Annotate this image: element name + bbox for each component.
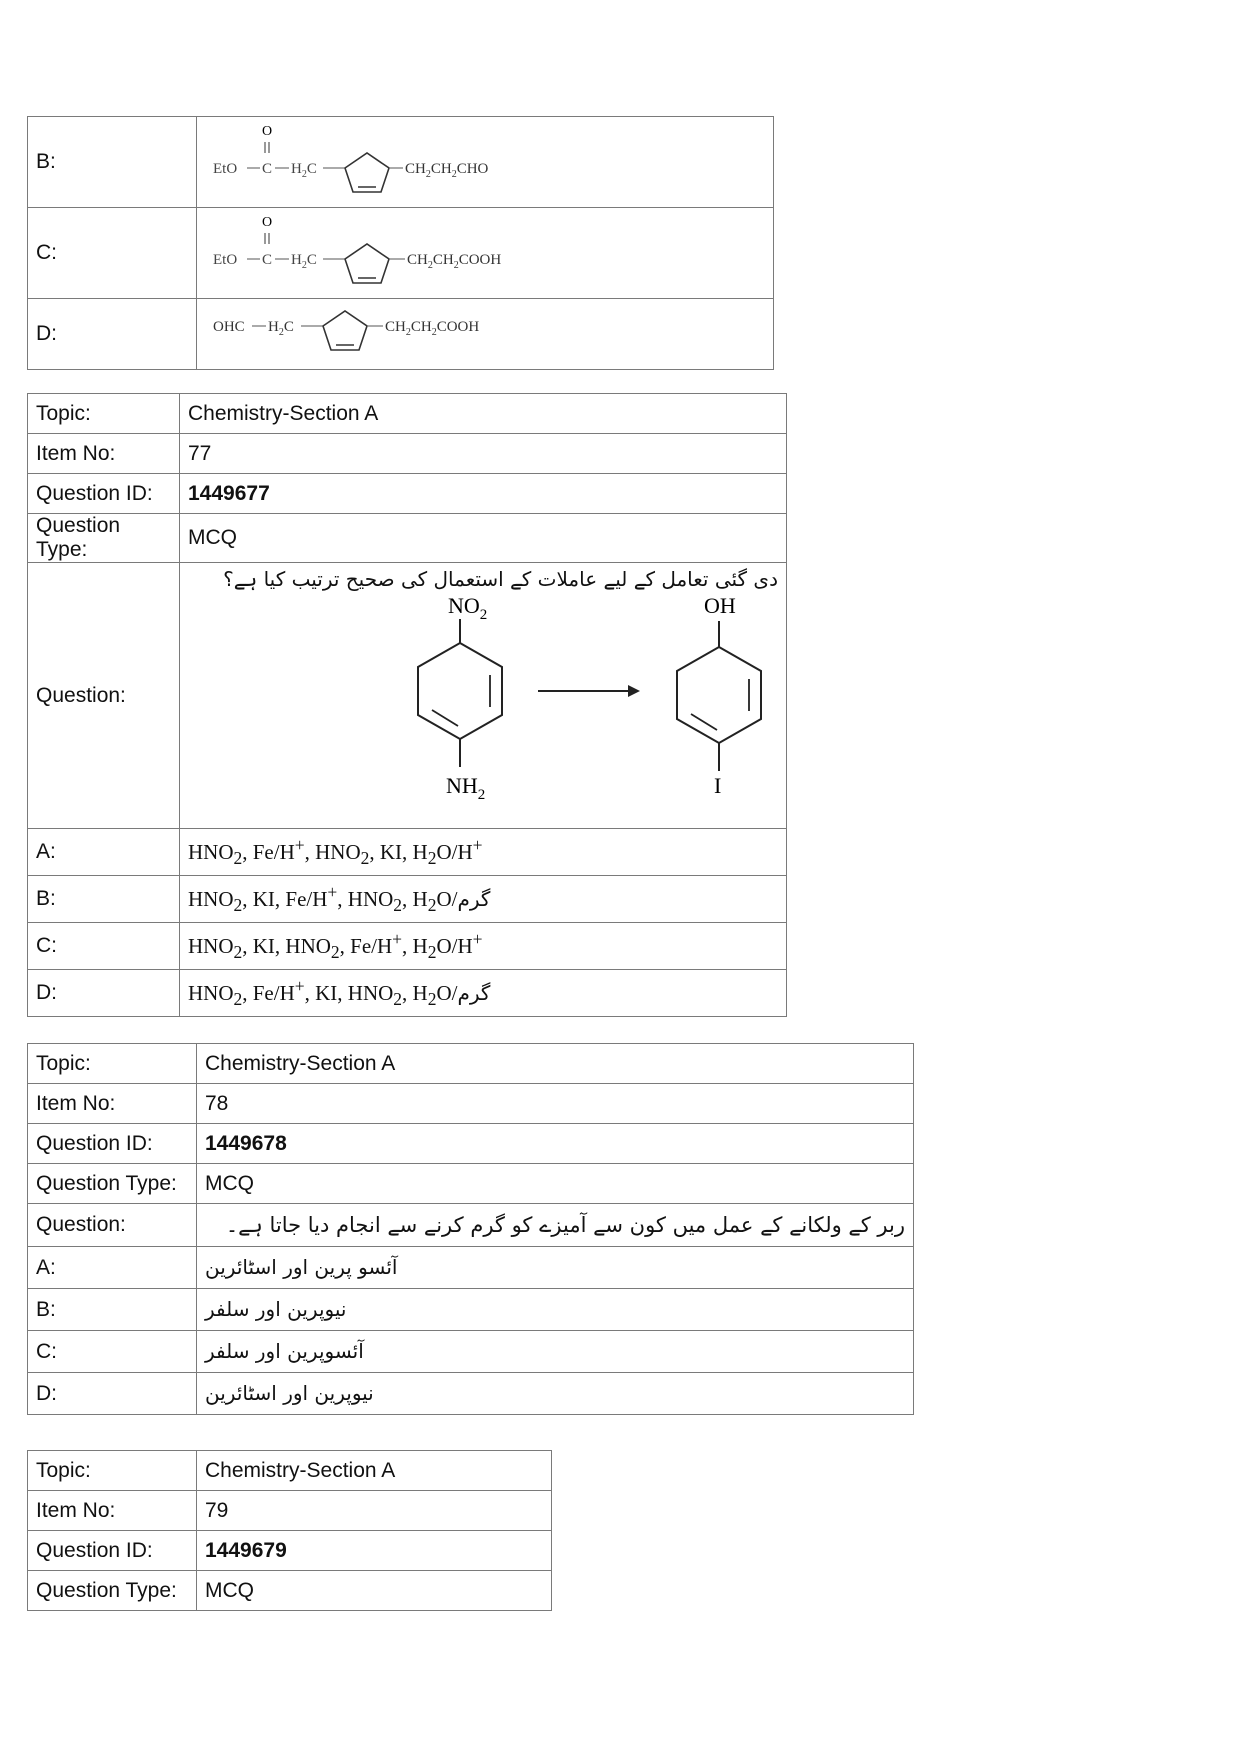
item-row xyxy=(28,1491,552,1531)
question-id-label: Question ID: xyxy=(28,1531,197,1571)
ring-double-bond xyxy=(691,714,717,730)
question-row xyxy=(28,1204,914,1247)
question-id-label: Question ID: xyxy=(28,1124,197,1164)
option-label: C: xyxy=(28,1331,197,1373)
question-type-value: MCQ xyxy=(197,1164,914,1204)
option-text-d: نیوپرین اور اسٹائرین xyxy=(197,1373,914,1415)
svg-text:CH2CH2CHO: $CH_2CH_2CHO$ xyxy=(405,161,489,180)
reaction-diagram xyxy=(188,591,778,817)
option-label: A: xyxy=(28,1247,197,1289)
option-text-c: $HNO_2$, KI, $HNO_2$, Fe/H+, $H_2O/H^+$ xyxy=(180,923,787,970)
option-text-a: $HNO_2$, Fe/H+, $HNO_2$, KI, $H_2O/H^+$ xyxy=(180,829,787,876)
question-label: Question: xyxy=(28,563,180,829)
cyclopentene-ring xyxy=(345,244,389,283)
question-type-label: Question Type: xyxy=(28,1164,197,1204)
question-id-row xyxy=(28,1124,914,1164)
option-row-a xyxy=(28,1247,914,1289)
option-label: D: xyxy=(28,1373,197,1415)
question-type-row xyxy=(28,514,787,563)
option-row-b xyxy=(28,117,774,208)
option-text-a: آئسو پرین اور اسٹائرین xyxy=(197,1247,914,1289)
item-value: 78 xyxy=(197,1084,914,1124)
item-label: Item No: xyxy=(28,1491,197,1531)
question-type-label: Question Type: xyxy=(28,514,180,563)
question-row xyxy=(28,563,787,829)
side-chain: CH xyxy=(405,161,426,177)
svg-text:CH2CH2COOH: $CH_2CH_2COOH$ xyxy=(407,252,502,271)
nitro-group: NO xyxy=(448,593,480,618)
question-id-value: 1449677 xyxy=(180,474,787,514)
option-label: B: xyxy=(28,1289,197,1331)
item-row xyxy=(28,1084,914,1124)
option-text-b: نیوپرین اور سلفر xyxy=(197,1289,914,1331)
h2c-group: H xyxy=(268,319,279,335)
option-structure-d xyxy=(197,299,774,370)
topic-value: Chemistry-Section A xyxy=(197,1451,552,1491)
topic-row xyxy=(28,1451,552,1491)
question-table-77 xyxy=(27,393,787,1017)
question-label: Question: xyxy=(28,1204,197,1247)
structure-diagram xyxy=(205,117,625,201)
side-chain: CH xyxy=(385,319,406,335)
item-value: 79 xyxy=(197,1491,552,1531)
option-structure-b xyxy=(197,117,774,208)
ester-group: EtO xyxy=(213,252,238,268)
structure-diagram xyxy=(205,299,625,363)
svg-text:H2C: $H_2C$ xyxy=(291,161,317,180)
option-row-b xyxy=(28,1289,914,1331)
question-id-value: 1449678 xyxy=(197,1124,914,1164)
prev-question-options-table xyxy=(27,116,774,370)
ester-group: EtO xyxy=(213,161,238,177)
item-row xyxy=(28,434,787,474)
topic-label: Topic: xyxy=(28,1044,197,1084)
item-label: Item No: xyxy=(28,434,180,474)
structure-diagram xyxy=(205,208,625,292)
question-table-78 xyxy=(27,1043,914,1415)
arrow-head xyxy=(628,685,640,697)
cyclopentene-ring xyxy=(323,311,367,350)
question-text: دی گئی تعامل کے لیے عاملات کے استعمال کی صحیح ترتیب کیا ہے؟ xyxy=(223,567,778,591)
option-row-a xyxy=(28,829,787,876)
option-text-b: $HNO_2$, KI, Fe/H+, $HNO_2$, $H_2O$/گرم xyxy=(180,876,787,923)
carbonyl-carbon: C xyxy=(262,161,273,177)
question-id-label: Question ID: xyxy=(28,474,180,514)
option-label: D: xyxy=(28,970,180,1017)
option-row-d xyxy=(28,1373,914,1415)
aldehyde-group: OHC xyxy=(213,319,245,335)
topic-label: Topic: xyxy=(28,1451,197,1491)
option-label: B: xyxy=(28,117,197,208)
topic-value: Chemistry-Section A xyxy=(180,394,787,434)
topic-row xyxy=(28,394,787,434)
ring-double-bond xyxy=(432,710,458,726)
option-row-b xyxy=(28,876,787,923)
svg-text:NH2: $NH_2$ xyxy=(446,773,486,803)
option-text-d: $HNO_2$, Fe/H+, KI, $HNO_2$, $H_2O$/گرم xyxy=(180,970,787,1017)
topic-value: Chemistry-Section A xyxy=(197,1044,914,1084)
question-type-value: MCQ xyxy=(180,514,787,563)
option-label: D: xyxy=(28,299,197,370)
iodo-group: I xyxy=(714,773,722,798)
svg-text:H2C: $H_2C$ xyxy=(268,319,294,338)
topic-label: Topic: xyxy=(28,394,180,434)
h2c-group: H xyxy=(291,252,302,268)
svg-text:CH2CH2COOH: $CH_2CH_2COOH$ xyxy=(385,319,480,338)
option-structure-c xyxy=(197,208,774,299)
option-row-c xyxy=(28,208,774,299)
oxygen-label: O xyxy=(262,215,273,230)
option-label: A: xyxy=(28,829,180,876)
option-row-d xyxy=(28,299,774,370)
svg-text:H2C: $H_2C$ xyxy=(291,252,317,271)
cyclopentene-ring xyxy=(345,153,389,192)
oxygen-label: O xyxy=(262,124,273,139)
option-row-d xyxy=(28,970,787,1017)
side-chain: CH xyxy=(407,252,428,268)
question-text: ربر کے ولکانے کے عمل میں کون سے آمیزے کو گرم کرنے سے انجام دیا جاتا ہے۔ xyxy=(197,1204,914,1247)
item-label: Item No: xyxy=(28,1084,197,1124)
item-value: 77 xyxy=(180,434,787,474)
h2c-group: H xyxy=(291,161,302,177)
carbonyl-carbon: C xyxy=(262,252,273,268)
question-id-row xyxy=(28,474,787,514)
option-label: C: xyxy=(28,923,180,970)
option-label: C: xyxy=(28,208,197,299)
option-row-c xyxy=(28,923,787,970)
question-type-value: MCQ xyxy=(197,1571,552,1611)
option-label: B: xyxy=(28,876,180,923)
topic-row xyxy=(28,1044,914,1084)
svg-text:NO2: $NO_2$ xyxy=(448,593,488,623)
question-id-value: 1449679 xyxy=(197,1531,552,1571)
option-text-c: آئسوپرین اور سلفر xyxy=(197,1331,914,1373)
question-id-row xyxy=(28,1531,552,1571)
amino-group: NH xyxy=(446,773,478,798)
question-type-label: Question Type: xyxy=(28,1571,197,1611)
question-table-79 xyxy=(27,1450,552,1611)
question-type-row xyxy=(28,1164,914,1204)
hydroxyl-group: OH xyxy=(704,593,736,618)
question-body xyxy=(180,563,787,829)
option-row-c xyxy=(28,1331,914,1373)
question-type-row xyxy=(28,1571,552,1611)
